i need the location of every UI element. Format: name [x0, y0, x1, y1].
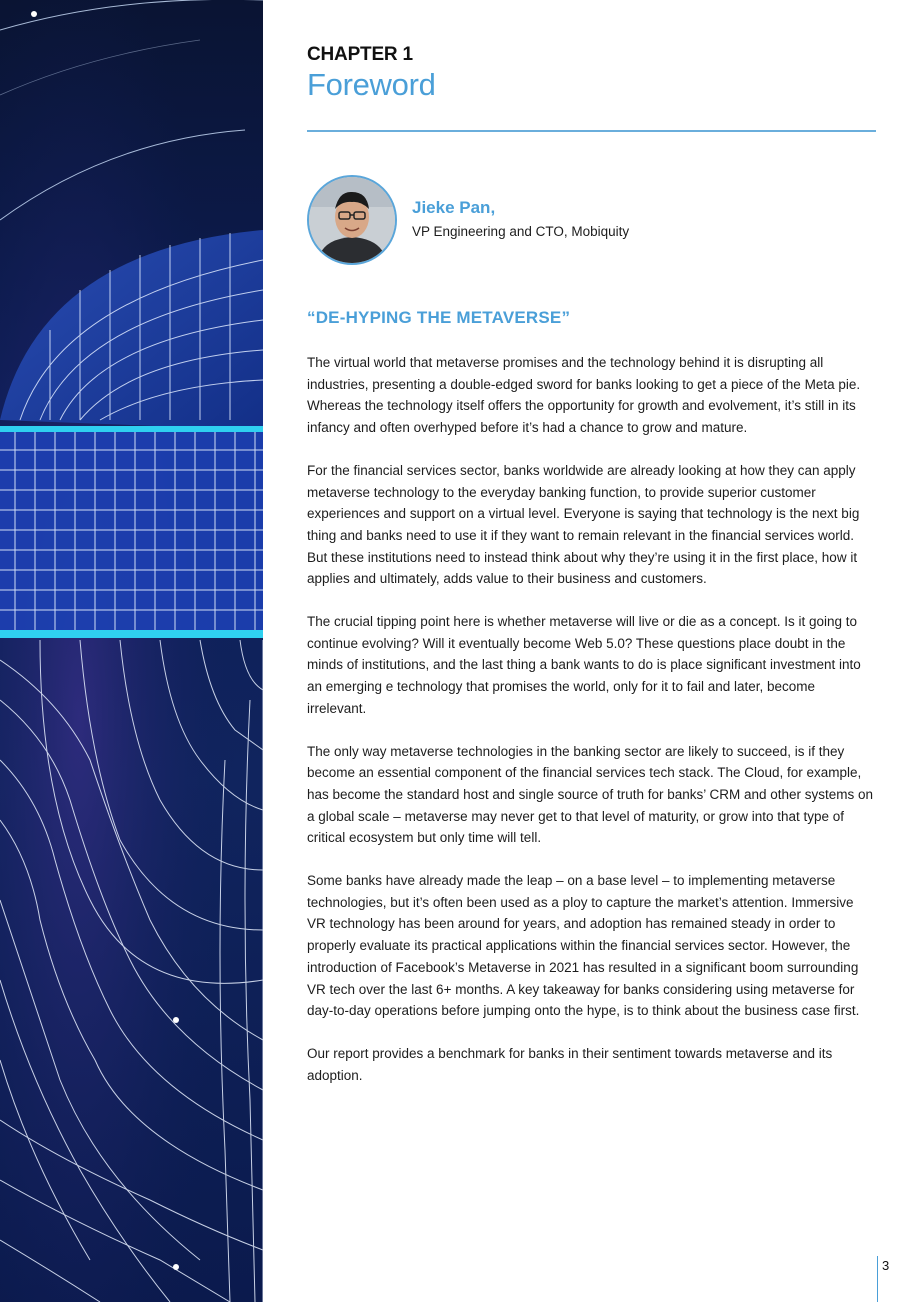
paragraph: The virtual world that metaverse promises and the technology behind it is disrupting all industries, presenting a double-edged sword for banks looking to get a piece of the Meta pie. Whereas the technology itself offers the opportunity for growth and evolvement, it’s still in its infancy and often overhyped before it’s had a chance to grow and mature. [307, 355, 861, 436]
wireframe-head-illustration [0, 0, 263, 1302]
body-text [307, 352, 876, 1107]
orbit-dot-1 [31, 11, 37, 17]
author-role: VP Engineering and CTO, Mobiquity [412, 224, 630, 239]
paragraph: The only way metaverse technologies in the banking sector are likely to succeed, is if they become an essential component of the financial services tech stack. The Cloud, for example, has become the standard host and single source of truth for banks’ CRM and other systems on a global scale – metaverse may never get to that level of maturity, or grow into that type of critical ecosystem but only time will tell. [307, 743, 874, 846]
orbit-dot-3 [173, 1264, 179, 1270]
author-avatar [307, 175, 397, 265]
page-number-divider [877, 1256, 878, 1302]
header-divider [307, 130, 876, 132]
paragraph: Some banks have already made the leap – on a base level – to implementing metaverse technologies, but it’s often been used as a ploy to capture the market’s attention. Immersive VR technology has been around for years, and adoption has remained steady in order to properly evaluate its practical applications within the financial services sector. However, the introduction of Facebook’s Metaverse in 2021 has resulted in a significant boom surrounding VR tech over the last 6+ months. A key takeaway for banks considering using metaverse for day-to-day operations before jumping onto the hype, is to think about the business case first. [307, 873, 860, 1019]
wireframe-head-graphic [0, 0, 263, 1302]
chapter-label: CHAPTER 1 [307, 44, 413, 65]
paragraph: For the financial services sector, banks worldwide are already looking at how they can apply metaverse technology to the everyday banking function, to provide superior customer experiences and support on a virtual level. Everyone is saying that technology is the next big thing and banks need to use it if they want to remain relevant in the financial services world. But these institutions need to instead think about why they’re using it in the first place, how it applies and ultimately, adds value to their business and customers. [307, 462, 860, 587]
page-number: 3 [882, 1258, 890, 1273]
section-heading: “DE-HYPING THE METAVERSE” [307, 308, 571, 327]
author-name: Jieke Pan, [412, 198, 496, 217]
orbit-dot-2 [173, 1017, 179, 1023]
author-portrait-icon [309, 177, 395, 263]
paragraph: The crucial tipping point here is whether metaverse will live or die as a concept. Is it going to continue evolving? Will it eventually become Web 5.0? These questions place doubt in the minds of institutions, and the last thing a bank wants to do is place significant investment into an emerging e technology that promises the world, only for it to fail and later, become irrelevant. [307, 614, 861, 716]
chapter-title: Foreword [307, 67, 436, 102]
paragraph: Our report provides a benchmark for banks in their sentiment towards metaverse and its adoption. [307, 1045, 833, 1083]
